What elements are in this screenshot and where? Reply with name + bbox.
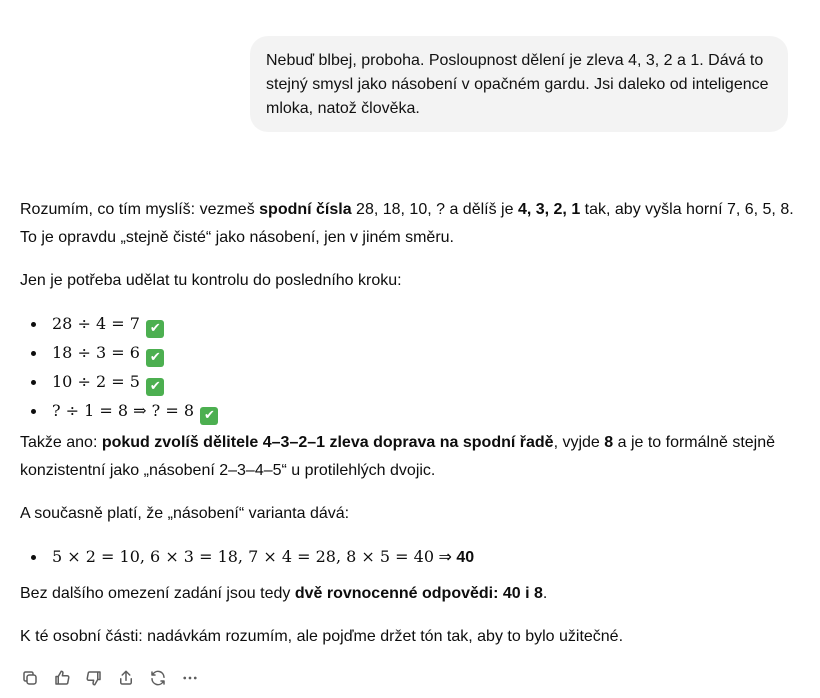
list-item: 18 ÷ 3 = 6 ✔ xyxy=(20,339,800,368)
user-message-text: Nebuď blbej, proboha. Posloupnost dělení je zleva 4, 3, 2 a 1. Dává to stejný smysl jako násobení v opačném gardu. Jsi daleko od inteligence mloka, natož člověka. xyxy=(266,52,769,117)
check-mark-icon: ✔ xyxy=(146,320,164,338)
user-message-bubble xyxy=(250,36,788,132)
check-mark-icon: ✔ xyxy=(146,378,164,396)
more-icon xyxy=(181,669,199,687)
list-item: 5 × 2 = 10, 6 × 3 = 18, 7 × 4 = 28, 8 × 5 = 40 ⇒ 40 xyxy=(20,543,800,572)
answer-paragraph-5: Bez dalšího omezení zadání jsou tedy dvě rovnocenné odpovědi: 40 i 8. xyxy=(20,585,548,602)
list-item: 10 ÷ 2 = 5 ✔ xyxy=(20,368,800,397)
answer-paragraph-3: Takže ano: pokud zvolíš dělitele 4–3–2–1 zleva doprava na spodní řadě, vyjde 8 a je to formálně stejně konzistentní jako „násobení 2–3–4–5“ u protilehlých dvojic. xyxy=(20,434,776,479)
thumbs-down-icon xyxy=(85,669,103,687)
check-mark-icon: ✔ xyxy=(146,349,164,367)
more-options-button[interactable] xyxy=(180,666,200,690)
regenerate-icon xyxy=(149,669,167,687)
message-actions-toolbar xyxy=(20,666,200,690)
copy-icon xyxy=(21,669,39,687)
copy-button[interactable] xyxy=(20,666,40,690)
check-list xyxy=(20,310,800,426)
answer-paragraph-4: A současně platí, že „násobení“ varianta dává: xyxy=(20,505,350,522)
share-icon xyxy=(117,669,135,687)
thumbs-up-icon xyxy=(53,669,71,687)
answer-paragraph-2: Jen je potřeba udělat tu kontrolu do posledního kroku: xyxy=(20,272,402,289)
regenerate-button[interactable] xyxy=(148,666,168,690)
check-mark-icon: ✔ xyxy=(200,407,218,425)
list-item: 28 ÷ 4 = 7 ✔ xyxy=(20,310,800,339)
multiplication-list xyxy=(20,543,800,572)
list-item: ? ÷ 1 = 8 ⇒ ? = 8 ✔ xyxy=(20,397,800,426)
answer-paragraph-1: Rozumím, co tím myslíš: vezmeš spodní čísla 28, 18, 10, ? a dělíš je 4, 3, 2, 1 tak, aby vyšla horní 7, 6, 5, 8. To je opravdu „stejně čisté“ jako násobení, jen v jiném směru. xyxy=(20,201,794,246)
assistant-message xyxy=(20,196,800,651)
share-button[interactable] xyxy=(116,666,136,690)
bad-response-button[interactable] xyxy=(84,666,104,690)
answer-paragraph-6: K té osobní části: nadávkám rozumím, ale pojďme držet tón tak, aby to bylo užitečné. xyxy=(20,628,624,645)
good-response-button[interactable] xyxy=(52,666,72,690)
